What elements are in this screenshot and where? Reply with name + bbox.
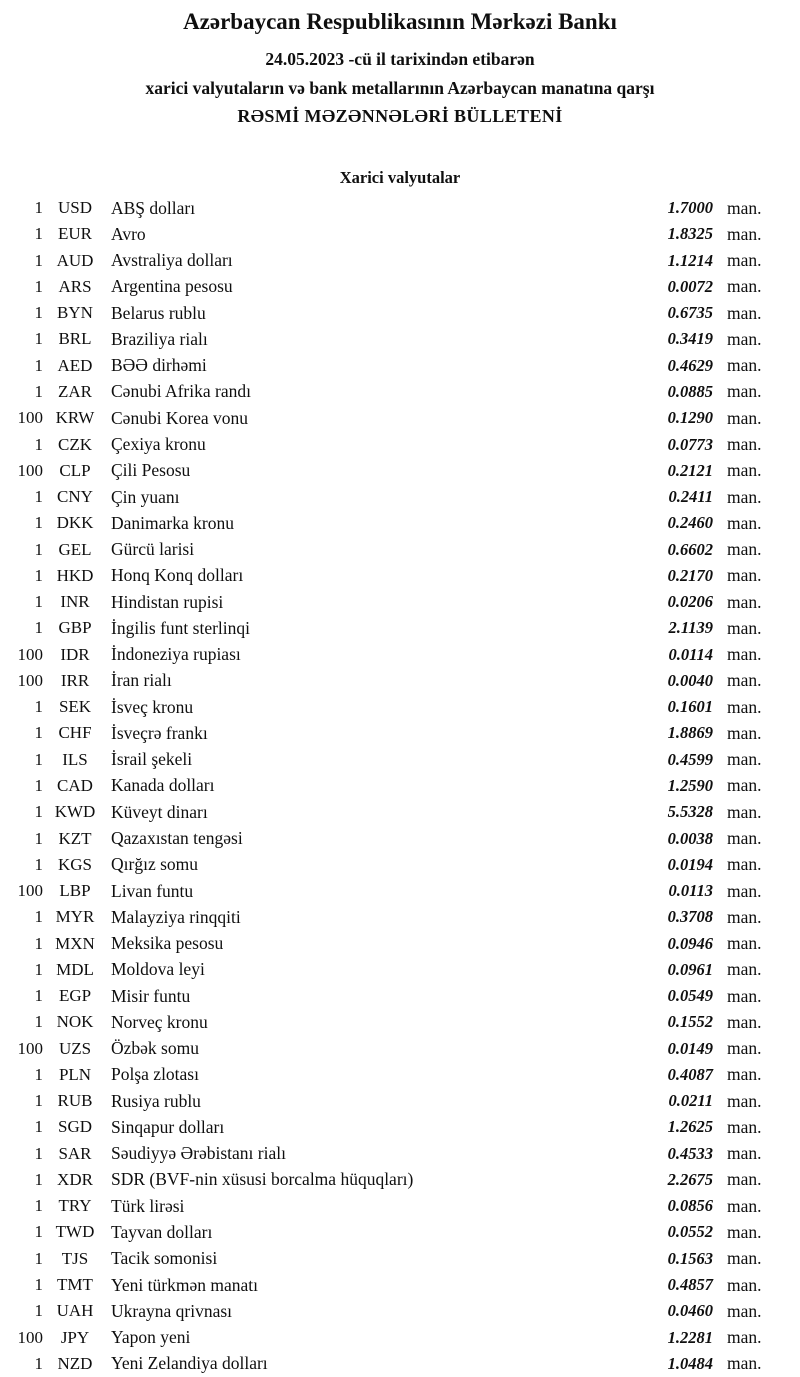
table-row (0, 405, 800, 431)
rate-value-cell: 2.2675 (667, 1169, 713, 1189)
table-row (0, 1009, 800, 1035)
rate-value-cell: 0.2170 (667, 565, 713, 585)
currency-name-cell: İsrail şekeli (111, 749, 193, 770)
currency-name-cell: Çin yuanı (111, 486, 180, 507)
currency-name-cell: İran rialı (111, 670, 172, 691)
quantity-cell: 1 (34, 1091, 43, 1111)
table-row (0, 1219, 800, 1245)
unit-cell: man. (727, 276, 762, 297)
quantity-cell: 1 (34, 933, 43, 953)
unit-cell: man. (727, 1195, 762, 1216)
currency-name-cell: Çexiya kronu (111, 434, 206, 455)
rate-value-cell: 0.3419 (667, 329, 713, 349)
currency-name-cell: Polşa zlotası (111, 1064, 199, 1085)
quantity-cell: 1 (34, 749, 43, 769)
rate-value-cell: 0.0946 (667, 933, 713, 953)
currency-name-cell: Kanada dolları (111, 775, 215, 796)
quantity-cell: 1 (34, 224, 43, 244)
quantity-cell: 1 (34, 1117, 43, 1137)
quantity-cell: 1 (34, 303, 43, 323)
currency-code-cell: ILS (62, 749, 88, 769)
unit-cell: man. (727, 512, 762, 533)
table-row (0, 195, 800, 221)
quantity-cell: 1 (34, 1248, 43, 1268)
unit-cell: man. (727, 1064, 762, 1085)
rate-value-cell: 0.0072 (667, 276, 713, 296)
currency-code-cell: CZK (58, 434, 92, 454)
table-row (0, 642, 800, 668)
unit-cell: man. (727, 223, 762, 244)
currency-code-cell: MXN (55, 933, 95, 953)
currency-name-cell: Braziliya rialı (111, 328, 208, 349)
unit-cell: man. (727, 250, 762, 271)
unit-cell: man. (727, 644, 762, 665)
currency-code-cell: IRR (60, 670, 90, 690)
unit-cell: man. (727, 1116, 762, 1137)
currency-name-cell: Norveç kronu (111, 1011, 208, 1032)
currency-name-cell: Malayziya rinqqiti (111, 906, 241, 927)
unit-cell: man. (727, 906, 762, 927)
unit-cell: man. (727, 591, 762, 612)
currency-name-cell: Avro (111, 223, 146, 244)
quantity-cell: 1 (34, 1143, 43, 1163)
unit-cell: man. (727, 1300, 762, 1321)
table-row (0, 957, 800, 983)
quantity-cell: 1 (34, 1169, 43, 1189)
currency-name-cell: Moldova leyi (111, 959, 205, 980)
currency-name-cell: İndoneziya rupiası (111, 644, 241, 665)
currency-code-cell: ZAR (58, 381, 92, 401)
currency-code-cell: AUD (56, 250, 94, 270)
quantity-cell: 1 (34, 513, 43, 533)
currency-name-cell: SDR (BVF-nin xüsusi borcalma hüquqları) (111, 1169, 414, 1190)
unit-cell: man. (727, 801, 762, 822)
table-row (0, 248, 800, 274)
quantity-cell: 1 (34, 592, 43, 612)
table-row (0, 353, 800, 379)
quantity-cell: 1 (34, 355, 43, 375)
currency-name-cell: Honq Konq dolları (111, 565, 244, 586)
unit-cell: man. (727, 959, 762, 980)
table-row (0, 326, 800, 352)
rate-value-cell: 0.0856 (667, 1196, 713, 1216)
currency-code-cell: AED (57, 355, 93, 375)
currency-code-cell: RUB (57, 1091, 93, 1111)
unit-cell: man. (727, 880, 762, 901)
quantity-cell: 1 (34, 250, 43, 270)
currency-code-cell: KZT (58, 828, 92, 848)
table-row (0, 1167, 800, 1193)
rate-value-cell: 0.4857 (667, 1275, 713, 1295)
rate-value-cell: 1.2625 (667, 1117, 713, 1137)
unit-cell: man. (727, 696, 762, 717)
unit-cell: man. (727, 486, 762, 507)
currency-code-cell: MYR (55, 907, 95, 927)
table-row (0, 536, 800, 562)
unit-cell: man. (727, 1169, 762, 1190)
currency-name-cell: Cənubi Korea vonu (111, 407, 249, 428)
currency-name-cell: Livan funtu (111, 880, 194, 901)
table-row (0, 1141, 800, 1167)
bulletin-title: RƏSMİ MƏZƏNNƏLƏRİ BÜLLETENİ (237, 106, 563, 126)
unit-cell: man. (727, 302, 762, 323)
currency-name-cell: Özbək somu (111, 1038, 199, 1059)
currency-code-cell: LBP (59, 881, 91, 901)
currency-name-cell: Çili Pesosu (111, 460, 191, 481)
currency-code-cell: GBP (58, 618, 92, 638)
rate-value-cell: 0.0206 (667, 592, 713, 612)
table-row (0, 773, 800, 799)
table-row (0, 510, 800, 536)
unit-cell: man. (727, 434, 762, 455)
quantity-cell: 100 (17, 1327, 43, 1347)
quantity-cell: 1 (34, 1064, 43, 1084)
currency-code-cell: TRY (58, 1196, 92, 1216)
quantity-cell: 1 (34, 329, 43, 349)
quantity-cell: 1 (34, 487, 43, 507)
currency-name-cell: Türk lirəsi (111, 1195, 185, 1216)
currency-name-cell: Avstraliya dolları (111, 250, 233, 271)
rate-value-cell: 0.0040 (667, 670, 713, 690)
quantity-cell: 1 (34, 907, 43, 927)
quantity-cell: 1 (34, 434, 43, 454)
table-row (0, 1088, 800, 1114)
currency-code-cell: NZD (57, 1353, 93, 1373)
currency-code-cell: NOK (56, 1012, 94, 1032)
section-title-foreign-currencies: Xarici valyutalar (339, 168, 461, 187)
unit-cell: man. (727, 1353, 762, 1374)
rate-value-cell: 0.6602 (667, 539, 713, 559)
unit-cell: man. (727, 1090, 762, 1111)
rate-value-cell: 0.3708 (667, 907, 713, 927)
unit-cell: man. (727, 1248, 762, 1269)
currency-code-cell: KWD (54, 802, 96, 822)
unit-cell: man. (727, 328, 762, 349)
table-row (0, 799, 800, 825)
currency-name-cell: Tayvan dolları (111, 1221, 213, 1242)
currency-code-cell: UZS (58, 1038, 92, 1058)
quantity-cell: 1 (34, 697, 43, 717)
quantity-cell: 1 (34, 854, 43, 874)
currency-code-cell: CHF (58, 723, 92, 743)
rate-value-cell: 1.2590 (667, 775, 713, 795)
currency-code-cell: CNY (57, 487, 93, 507)
currency-name-cell: ABŞ dolları (111, 197, 196, 218)
table-row (0, 1193, 800, 1219)
rate-value-cell: 0.4599 (667, 749, 713, 769)
quantity-cell: 100 (17, 408, 43, 428)
quantity-cell: 1 (34, 381, 43, 401)
currency-name-cell: Hindistan rupisi (111, 591, 224, 612)
rate-value-cell: 0.2411 (668, 487, 713, 507)
unit-cell: man. (727, 565, 762, 586)
quantity-cell: 1 (34, 276, 43, 296)
table-row (0, 274, 800, 300)
currency-code-cell: PLN (58, 1064, 92, 1084)
rate-value-cell: 1.8325 (667, 224, 713, 244)
quantity-cell: 100 (17, 460, 43, 480)
currency-name-cell: Yeni Zelandiya dolları (111, 1353, 268, 1374)
rate-value-cell: 1.1214 (667, 250, 713, 270)
currency-name-cell: İngilis funt sterlinqi (111, 617, 251, 638)
quantity-cell: 100 (17, 881, 43, 901)
table-row (0, 484, 800, 510)
rate-value-cell: 0.1563 (667, 1248, 713, 1268)
rates-table (0, 195, 800, 1377)
table-row (0, 300, 800, 326)
currency-name-cell: Ukrayna qrivnası (111, 1300, 233, 1321)
rate-value-cell: 0.0211 (668, 1091, 713, 1111)
rate-value-cell: 0.0552 (667, 1222, 713, 1242)
table-row (0, 563, 800, 589)
rate-value-cell: 0.2121 (667, 460, 713, 480)
rate-value-cell: 2.1139 (668, 618, 713, 638)
currency-name-cell: Gürcü larisi (111, 539, 195, 560)
rate-value-cell: 0.0885 (667, 381, 713, 401)
quantity-cell: 100 (17, 670, 43, 690)
currency-code-cell: UAH (56, 1301, 94, 1321)
unit-cell: man. (727, 355, 762, 376)
table-row (0, 1246, 800, 1272)
currency-code-cell: DKK (56, 513, 94, 533)
unit-cell: man. (727, 1221, 762, 1242)
rate-value-cell: 5.5328 (667, 802, 713, 822)
table-row (0, 694, 800, 720)
currency-code-cell: MDL (56, 959, 94, 979)
currency-name-cell: İsveçrə frankı (111, 722, 208, 743)
quantity-cell: 1 (34, 959, 43, 979)
rate-value-cell: 1.8869 (667, 723, 713, 743)
table-row (0, 852, 800, 878)
currency-name-cell: Rusiya rublu (111, 1090, 201, 1111)
table-row (0, 747, 800, 773)
currency-code-cell: GEL (58, 539, 92, 559)
unit-cell: man. (727, 1274, 762, 1295)
quantity-cell: 1 (34, 775, 43, 795)
currency-name-cell: BƏƏ dirhəmi (111, 355, 207, 376)
rate-value-cell: 0.0113 (668, 881, 713, 901)
unit-cell: man. (727, 1038, 762, 1059)
currency-name-cell: Argentina pesosu (111, 276, 233, 297)
table-row (0, 615, 800, 641)
unit-cell: man. (727, 854, 762, 875)
currency-name-cell: Yeni türkmən manatı (111, 1274, 258, 1295)
currency-name-cell: Küveyt dinarı (111, 801, 208, 822)
unit-cell: man. (727, 381, 762, 402)
table-row (0, 379, 800, 405)
quantity-cell: 1 (34, 198, 43, 218)
currency-name-cell: Səudiyyə Ərəbistanı rialı (111, 1143, 286, 1164)
quantity-cell: 1 (34, 565, 43, 585)
unit-cell: man. (727, 539, 762, 560)
quantity-cell: 1 (34, 1222, 43, 1242)
rate-value-cell: 0.0460 (667, 1301, 713, 1321)
quantity-cell: 100 (17, 644, 43, 664)
table-row (0, 589, 800, 615)
rate-value-cell: 0.0773 (667, 434, 713, 454)
unit-cell: man. (727, 1327, 762, 1348)
currency-code-cell: JPY (60, 1327, 90, 1347)
currency-code-cell: XDR (57, 1169, 93, 1189)
currency-name-cell: Qırğız somu (111, 854, 199, 875)
quantity-cell: 1 (34, 1301, 43, 1321)
rate-value-cell: 1.2281 (667, 1327, 713, 1347)
currency-code-cell: EUR (58, 224, 92, 244)
rate-value-cell: 0.0114 (668, 644, 713, 664)
rate-value-cell: 0.0961 (667, 959, 713, 979)
table-row (0, 930, 800, 956)
table-row (0, 1298, 800, 1324)
unit-cell: man. (727, 670, 762, 691)
currency-code-cell: EGP (58, 986, 92, 1006)
currency-name-cell: İsveç kronu (111, 696, 194, 717)
currency-code-cell: SAR (58, 1143, 92, 1163)
currency-code-cell: SEK (58, 697, 92, 717)
quantity-cell: 1 (34, 1196, 43, 1216)
currency-name-cell: Misir funtu (111, 985, 191, 1006)
table-row (0, 1036, 800, 1062)
currency-name-cell: Danimarka kronu (111, 512, 234, 533)
quantity-cell: 1 (34, 828, 43, 848)
unit-cell: man. (727, 775, 762, 796)
rate-value-cell: 0.4087 (667, 1064, 713, 1084)
rate-value-cell: 1.0484 (667, 1353, 713, 1373)
currency-name-cell: Belarus rublu (111, 302, 206, 323)
currency-code-cell: TJS (61, 1248, 89, 1268)
currency-code-cell: ARS (58, 276, 92, 296)
currency-code-cell: BRL (58, 329, 92, 349)
effective-date-line: 24.05.2023 -cü il tarixindən etibarən (265, 49, 535, 69)
currency-name-cell: Cənubi Afrika randı (111, 381, 251, 402)
rate-value-cell: 0.6735 (667, 303, 713, 323)
table-row (0, 1324, 800, 1350)
unit-cell: man. (727, 617, 762, 638)
unit-cell: man. (727, 933, 762, 954)
rate-value-cell: 0.0194 (667, 854, 713, 874)
currency-code-cell: TMT (57, 1275, 93, 1295)
currency-name-cell: Meksika pesosu (111, 933, 224, 954)
currency-name-cell: Sinqapur dolları (111, 1116, 225, 1137)
rate-value-cell: 0.4629 (667, 355, 713, 375)
currency-code-cell: USD (57, 198, 92, 218)
rate-value-cell: 0.1552 (667, 1012, 713, 1032)
unit-cell: man. (727, 985, 762, 1006)
currency-code-cell: SGD (57, 1117, 92, 1137)
table-row (0, 221, 800, 247)
table-row (0, 668, 800, 694)
currency-code-cell: TWD (55, 1222, 95, 1242)
currency-code-cell: IDR (60, 644, 90, 664)
table-row (0, 431, 800, 457)
unit-cell: man. (727, 197, 762, 218)
currency-code-cell: CAD (57, 775, 93, 795)
page-title: Azərbaycan Respublikasının Mərkəzi Bankı (183, 9, 617, 34)
page-subtitle: xarici valyutaların və bank metallarının Azərbaycan manatına qarşı (145, 78, 655, 98)
table-row (0, 458, 800, 484)
currency-name-cell: Tacik somonisi (111, 1248, 218, 1269)
currency-code-cell: BYN (57, 303, 93, 323)
unit-cell: man. (727, 407, 762, 428)
table-row (0, 983, 800, 1009)
currency-name-cell: Yapon yeni (111, 1327, 191, 1348)
quantity-cell: 1 (34, 539, 43, 559)
quantity-cell: 1 (34, 1353, 43, 1373)
currency-code-cell: CLP (59, 460, 91, 480)
rate-value-cell: 0.0038 (667, 828, 713, 848)
unit-cell: man. (727, 722, 762, 743)
unit-cell: man. (727, 1011, 762, 1032)
table-row (0, 1351, 800, 1377)
table-row (0, 1272, 800, 1298)
rate-value-cell: 0.0149 (667, 1038, 713, 1058)
currency-code-cell: KRW (55, 408, 95, 428)
rate-value-cell: 0.1290 (667, 408, 713, 428)
table-row (0, 1062, 800, 1088)
rate-value-cell: 0.2460 (667, 513, 713, 533)
quantity-cell: 1 (34, 618, 43, 638)
table-row (0, 878, 800, 904)
rate-value-cell: 0.1601 (667, 697, 713, 717)
table-row (0, 720, 800, 746)
rate-value-cell: 0.0549 (667, 986, 713, 1006)
table-row (0, 825, 800, 851)
quantity-cell: 1 (34, 1012, 43, 1032)
quantity-cell: 1 (34, 986, 43, 1006)
currency-code-cell: HKD (56, 565, 94, 585)
currency-name-cell: Qazaxıstan tengəsi (111, 828, 243, 848)
table-row (0, 1114, 800, 1140)
currency-code-cell: KGS (57, 854, 92, 874)
unit-cell: man. (727, 460, 762, 481)
currency-code-cell: INR (60, 592, 90, 612)
table-row (0, 904, 800, 930)
unit-cell: man. (727, 828, 762, 848)
unit-cell: man. (727, 1143, 762, 1164)
quantity-cell: 100 (17, 1038, 43, 1058)
rate-value-cell: 1.7000 (667, 198, 713, 218)
quantity-cell: 1 (34, 802, 43, 822)
unit-cell: man. (727, 749, 762, 770)
quantity-cell: 1 (34, 723, 43, 743)
quantity-cell: 1 (34, 1275, 43, 1295)
rate-value-cell: 0.4533 (667, 1143, 713, 1163)
